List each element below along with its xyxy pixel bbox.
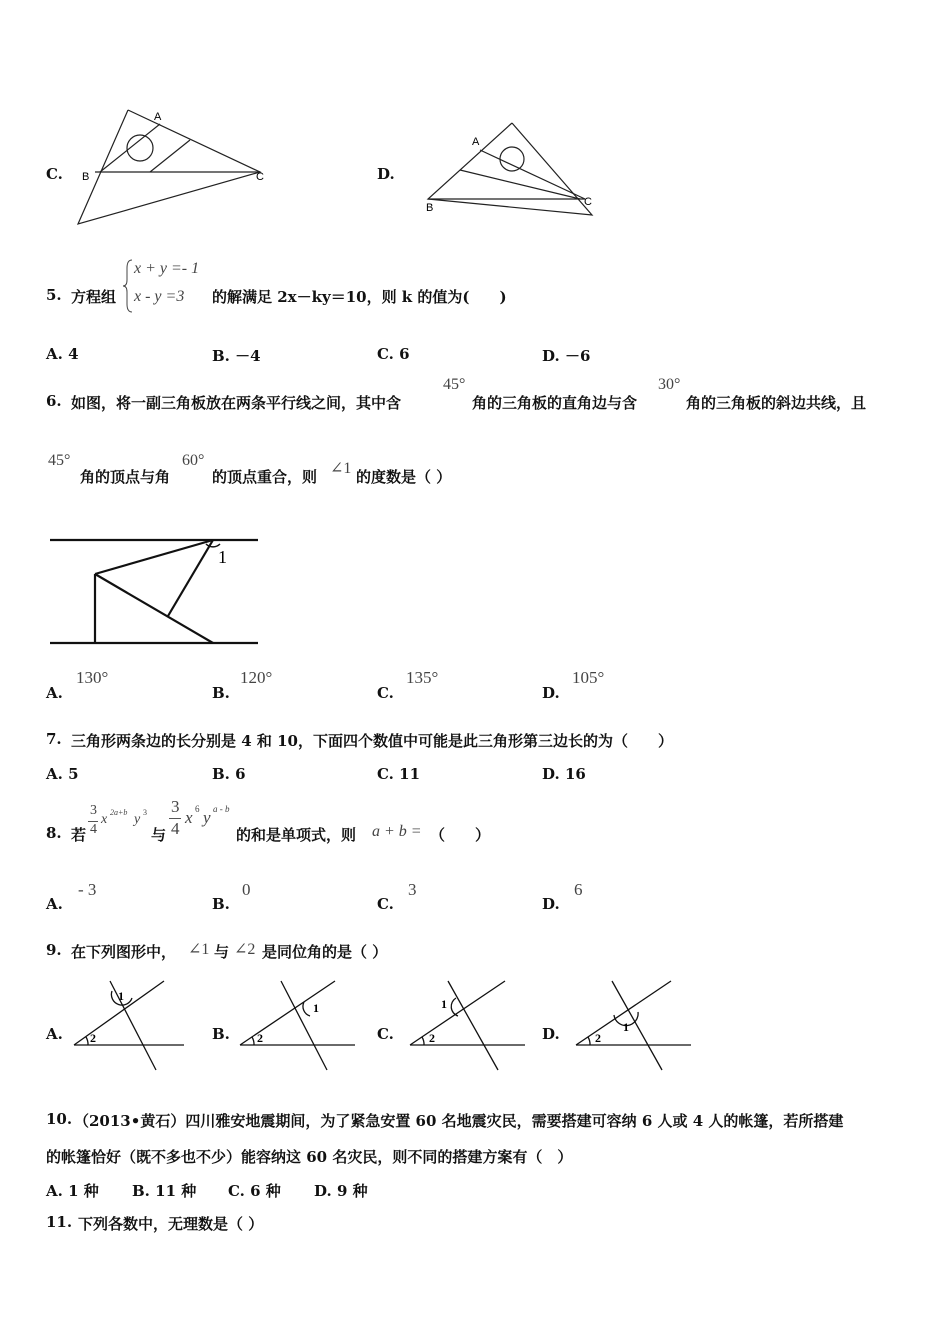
- q6-line1-a: 如图，将一副三角板放在两条平行线之间，其中含: [71, 394, 402, 412]
- q8-term1-yexp: 3: [143, 808, 147, 817]
- q8-term1-num: 3: [90, 803, 97, 818]
- q4d-line-a: [480, 150, 585, 199]
- q5-eq1: x + y =- 1: [134, 260, 200, 277]
- q6-hypotenuse: [95, 574, 213, 643]
- q10-option-a[interactable]: A. 1 种: [46, 1182, 99, 1200]
- q9-option-c-label[interactable]: C.: [377, 1025, 394, 1043]
- q9-figure-a[interactable]: [72, 978, 187, 1070]
- q8-option-a-value[interactable]: - 3: [78, 880, 97, 899]
- q6-option-b-value[interactable]: 120°: [240, 668, 273, 687]
- q6-option-c-label[interactable]: C.: [377, 684, 394, 702]
- q9-figure-c[interactable]: [408, 978, 528, 1070]
- q9-number: 9.: [46, 941, 62, 959]
- svg-text:1: 1: [118, 989, 124, 1003]
- q9-angle1: ∠1: [188, 941, 210, 958]
- q10-option-b[interactable]: B. 11 种: [132, 1182, 197, 1200]
- q4c-label-a: A: [154, 111, 162, 123]
- q8-term2-y: y: [203, 808, 211, 827]
- q9-angle2: ∠2: [234, 941, 256, 958]
- q8-term1-x: x: [101, 812, 108, 827]
- svg-text:2: 2: [595, 1031, 601, 1045]
- q5-option-b[interactable]: B. －4: [212, 347, 261, 365]
- q5-prefix: 方程组: [71, 288, 117, 306]
- q10-line1: （2013•黄石）四川雅安地震期间，为了紧急安置 60 名地震灾民，需要搭建可容纳 6 人或 4 人的帐篷，若所搭建: [74, 1112, 844, 1130]
- q8-term2-den: 4: [171, 819, 180, 838]
- q4d-triangle: [428, 123, 592, 215]
- q8-prefix: 若: [71, 826, 87, 844]
- q8-term2-num: 3: [171, 797, 180, 816]
- q10-option-c[interactable]: C. 6 种: [228, 1182, 281, 1200]
- q6-line2-b: 的顶点重合，则: [212, 468, 318, 486]
- q5-number: 5.: [46, 286, 62, 304]
- q8-option-d-label[interactable]: D.: [542, 895, 560, 913]
- q8-expr: a + b =: [372, 823, 422, 840]
- q5-option-d[interactable]: D. －6: [542, 347, 591, 365]
- q6-option-a-value[interactable]: 130°: [76, 668, 109, 687]
- q8-option-b-value[interactable]: 0: [242, 880, 251, 899]
- q6-line2-c: 的度数是（ ）: [356, 468, 452, 486]
- q8-option-c-value[interactable]: 3: [408, 880, 417, 899]
- q4d-line-b: [460, 170, 580, 199]
- svg-text:2: 2: [429, 1031, 435, 1045]
- q11-text: 下列各数中，无理数是（ ）: [78, 1215, 264, 1233]
- q5-eq2: x - y =3: [134, 288, 185, 305]
- q4-option-d-label[interactable]: D.: [377, 165, 395, 183]
- svg-text:1: 1: [441, 997, 447, 1011]
- q4d-label-a: A: [472, 136, 480, 148]
- q6-line1-b: 角的三角板的直角边与含: [472, 394, 638, 412]
- q4c-line-b: [150, 140, 190, 172]
- q4-option-c-label[interactable]: C.: [46, 165, 63, 183]
- q9-figure-d[interactable]: [574, 978, 694, 1070]
- q9-mid: 与: [214, 943, 230, 961]
- q8-term1-xexp: 2a+b: [110, 808, 128, 817]
- q6-deg45: 45°: [443, 376, 466, 393]
- svg-text:1: 1: [623, 1020, 629, 1034]
- q9-option-a-label[interactable]: A.: [46, 1025, 63, 1043]
- q6-deg30: 30°: [658, 376, 681, 393]
- q4-figure-d: [420, 115, 600, 225]
- q8-suffix-b: （ ）: [430, 826, 491, 844]
- q6-line2-a: 角的顶点与角: [80, 468, 171, 486]
- q6-line1-c: 角的三角板的斜边共线，且: [686, 394, 867, 412]
- q10-line2: 的帐篷恰好（既不多也不少）能容纳这 60 名灾民，则不同的搭建方案有（ ）: [46, 1148, 573, 1166]
- q5-brace: [123, 258, 133, 314]
- q6-option-a-label[interactable]: A.: [46, 684, 63, 702]
- svg-text:2: 2: [257, 1031, 263, 1045]
- q10-option-d[interactable]: D. 9 种: [314, 1182, 368, 1200]
- q8-option-c-label[interactable]: C.: [377, 895, 394, 913]
- q5-option-a[interactable]: A. 4: [46, 345, 79, 363]
- q8-term2-x: x: [185, 808, 193, 827]
- q4c-line-a: [100, 124, 160, 172]
- q7-option-c[interactable]: C. 11: [377, 765, 421, 783]
- q9-suffix: 是同位角的是（ ）: [262, 943, 388, 961]
- q7-option-b[interactable]: B. 6: [212, 765, 246, 783]
- q6-number: 6.: [46, 392, 62, 410]
- q6-option-d-label[interactable]: D.: [542, 684, 560, 702]
- q8-term1-y: y: [134, 812, 141, 827]
- q5-suffix: 的解满足 2x－ky＝10，则 k 的值为( ): [212, 288, 507, 306]
- q4d-label-c: C: [584, 196, 592, 208]
- q8-term1-den: 4: [90, 822, 97, 837]
- q7-option-a[interactable]: A. 5: [46, 765, 79, 783]
- q4d-circle: [500, 147, 524, 171]
- q7-option-d[interactable]: D. 16: [542, 765, 586, 783]
- q4-figure-c: [70, 100, 270, 230]
- q8-term2-yexp: a - b: [213, 804, 230, 814]
- q4c-label-c: C: [256, 171, 264, 183]
- q10-number: 10.: [46, 1110, 73, 1128]
- svg-text:1: 1: [313, 1001, 319, 1015]
- q8-option-b-label[interactable]: B.: [212, 895, 230, 913]
- q9-option-b-label[interactable]: B.: [212, 1025, 230, 1043]
- q7-text: 三角形两条边的长分别是 4 和 10，下面四个数值中可能是此三角形第三边长的为（ ）: [71, 732, 673, 750]
- q6-deg45b: 45°: [48, 452, 71, 469]
- q6-option-b-label[interactable]: B.: [212, 684, 230, 702]
- q8-mid: 与: [151, 826, 167, 844]
- q9-option-d-label[interactable]: D.: [542, 1025, 560, 1043]
- q9-prefix: 在下列图形中，: [71, 943, 177, 961]
- q7-number: 7.: [46, 730, 62, 748]
- q4c-label-b: B: [82, 171, 90, 183]
- q11-number: 11.: [46, 1213, 73, 1231]
- q4d-label-b: B: [426, 202, 434, 214]
- q6-deg60: 60°: [182, 452, 205, 469]
- q9-figure-b[interactable]: [238, 978, 358, 1070]
- q6-angle1: ∠1: [330, 460, 352, 477]
- svg-text:2: 2: [90, 1031, 96, 1045]
- q6-option-c-value[interactable]: 135°: [406, 668, 439, 687]
- q5-option-c[interactable]: C. 6: [377, 345, 410, 363]
- q8-term2-xexp: 6: [195, 804, 200, 814]
- q8-option-d-value[interactable]: 6: [574, 880, 583, 899]
- q8-suffix-a: 的和是单项式，则: [236, 826, 357, 844]
- q6-option-d-value[interactable]: 105°: [572, 668, 605, 687]
- q8-number: 8.: [46, 824, 62, 842]
- q6-fig-label-1: 1: [218, 547, 227, 567]
- q8-option-a-label[interactable]: A.: [46, 895, 63, 913]
- q6-figure: [48, 532, 263, 650]
